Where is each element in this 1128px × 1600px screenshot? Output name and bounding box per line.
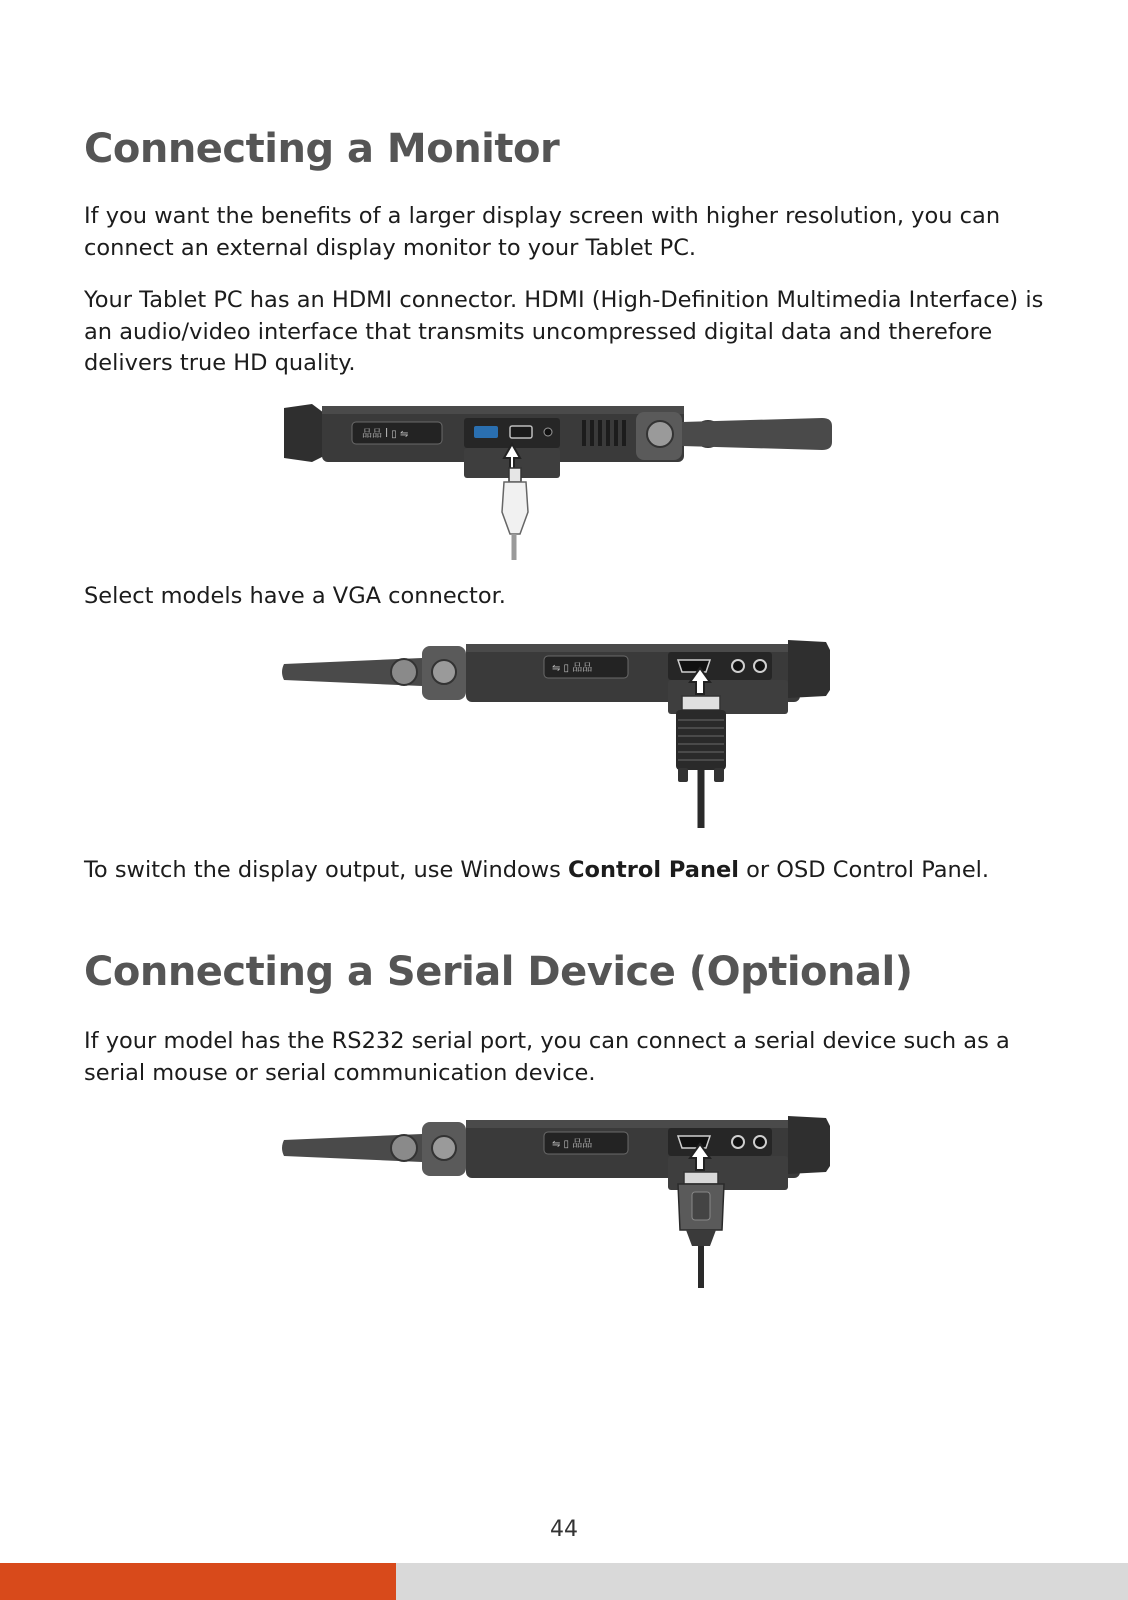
monitor-intro-paragraph: If you want the benefits of a larger display screen with higher resolution, you can connect an external display monitor to your Tablet PC. (84, 203, 1001, 261)
tablet-edge-vga (282, 640, 830, 714)
serial-connection-figure (280, 1112, 832, 1292)
hdmi-connection-figure (282, 402, 834, 562)
serial-intro-paragraph: If your model has the RS232 serial port, you can connect a serial device such as a serial mouse or serial communication device. (84, 1028, 1010, 1086)
section-title-serial: Connecting a Serial Device (Optional) (84, 949, 913, 995)
svg-text:品品 ꟾ ▯ ⇋: 品品 ꟾ ▯ ⇋ (362, 429, 409, 440)
footer-gray-bar (396, 1563, 1128, 1600)
section-title-monitor: Connecting a Monitor (84, 126, 560, 172)
svg-text:⇋ ▯ 品品: ⇋ ▯ 品品 (552, 1139, 593, 1150)
vga-connection-figure (280, 636, 832, 830)
control-panel-bold: Control Panel (568, 857, 739, 883)
switch-text-before: To switch the display output, use Windows (84, 857, 569, 883)
page-number: 44 (550, 1517, 578, 1542)
svg-text:⇋ ▯ 品品: ⇋ ▯ 品品 (552, 663, 593, 674)
switch-text-after: or OSD Control Panel. (738, 857, 990, 883)
hdmi-paragraph: Your Tablet PC has an HDMI connector. HDMI (High-Definition Multimedia Interface) is an audio/video interface that transmits uncompressed digital data and therefore delivers true HD quality. (84, 287, 1044, 376)
vga-paragraph: Select models have a VGA connector. (84, 583, 506, 609)
tablet-edge-serial (282, 1116, 830, 1190)
tablet-edge-hdmi (284, 404, 832, 478)
switch-output-paragraph (84, 855, 1044, 887)
footer-accent-bar (0, 1563, 396, 1600)
